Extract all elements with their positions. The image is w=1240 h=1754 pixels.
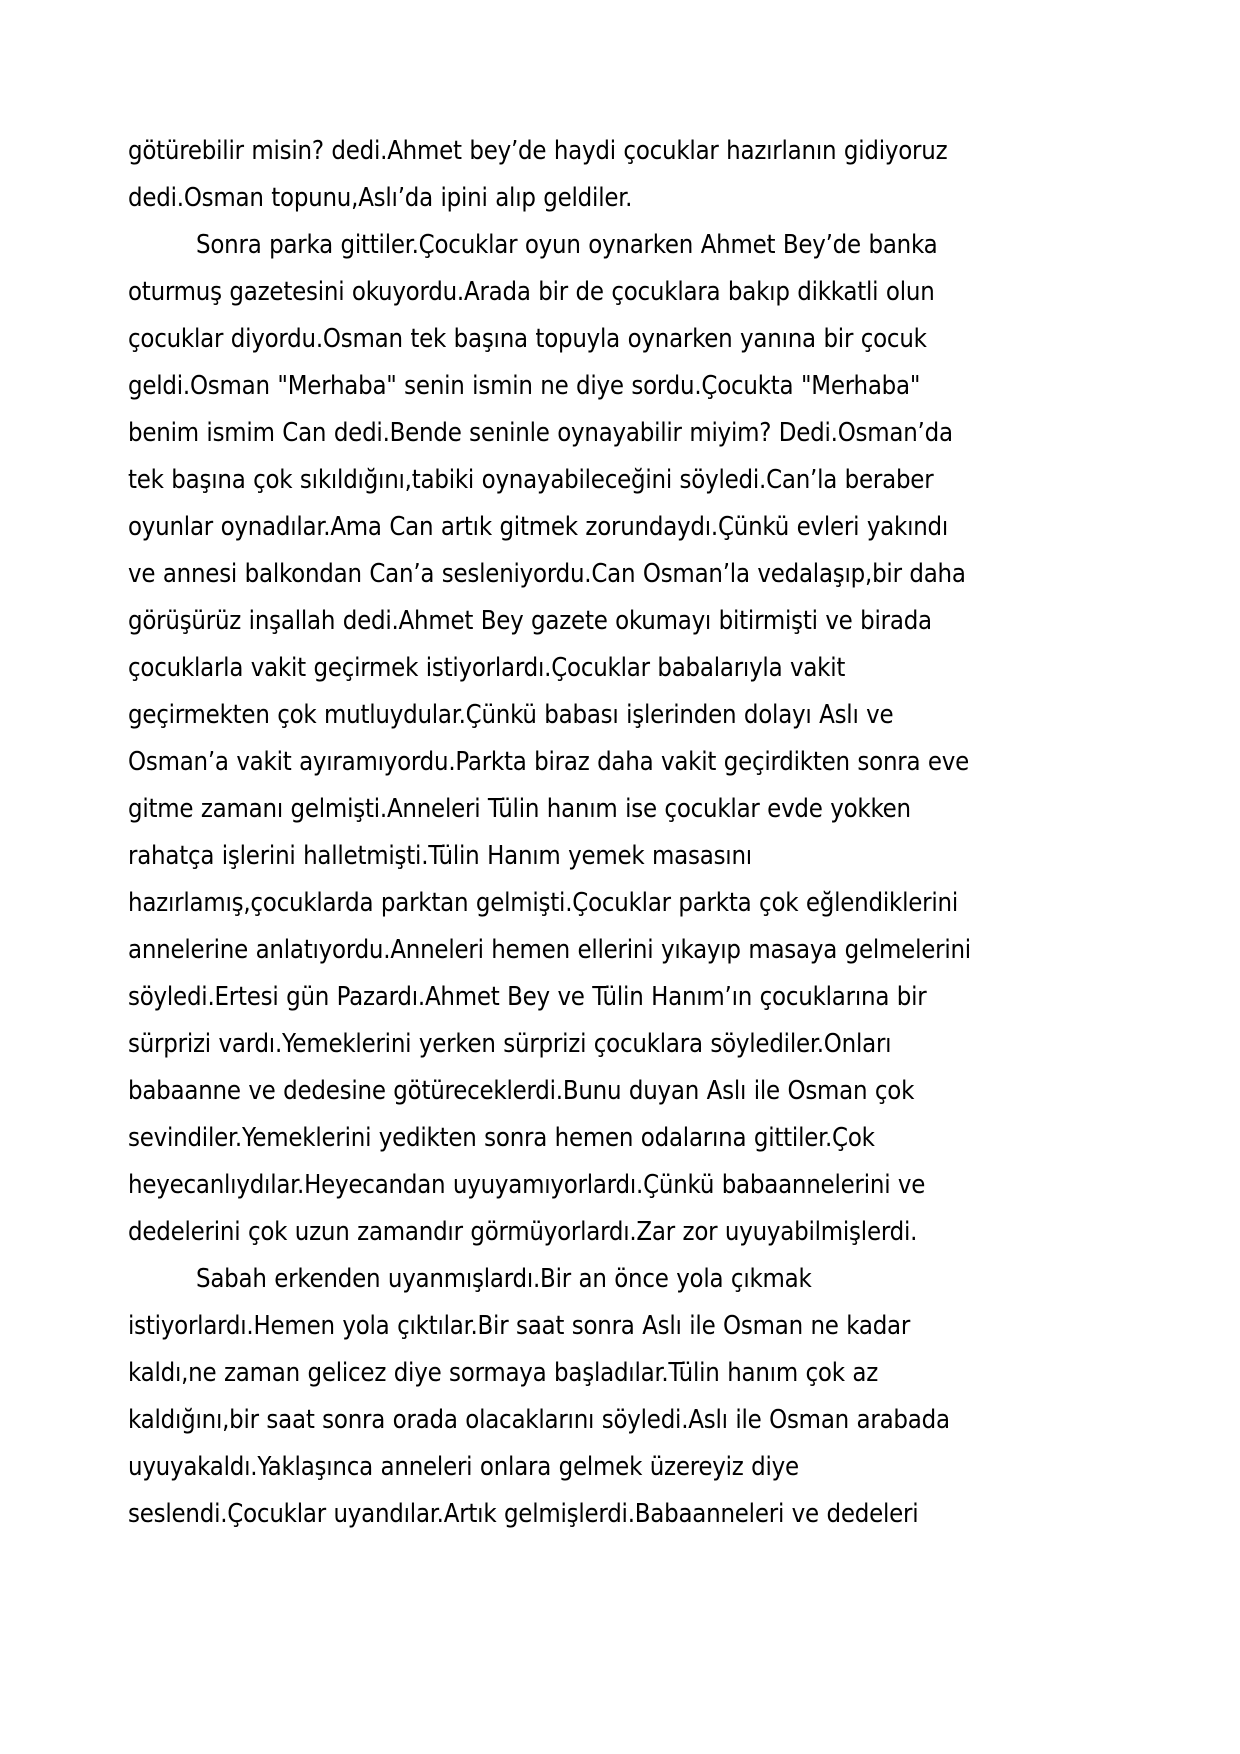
paragraph-park: Sonra parka gittiler.Çocuklar oyun oynarken Ahmet Bey’de banka oturmuş gazetesini okuyordu.Arada bir de çocuklara bakıp dikkatli olun çocuklar diyordu.Osman tek başına topuyla oynarken yanına bir çocuk geldi.Osman "Merhaba" senin ismin ne diye sordu.Çocukta "Merhaba" benim ismim Can dedi.Bende seninle oynayabilir miyim? Dedi.Osman’da tek başına çok sıkıldığını,tabiki oynayabileceğini söyledi.Can’la beraber oyunlar oynadılar.Ama Can artık gitmek zorundaydı.Çünkü evleri yakındı ve annesi balkondan Can’a sesleniyordu.Can Osman’la vedalaşıp,bir daha görüşürüz inşallah dedi.Ahmet Bey gazete okumayı bitirmişti ve birada çocuklarla vakit geçirmek istiyorlardı.Çocuklar babalarıyla vakit geçirmekten çok mutluydular.Çünkü babası işlerinden dolayı Aslı ve Osman’a vakit ayıramıyordu.Parkta biraz daha vakit geçirdikten sonra eve gitme zamanı gelmişti.Anneleri Tülin hanım ise çocuklar evde yokken rahatça işlerini halletmişti.Tülin Hanım yemek masasını hazırlamış,çocuklarda parktan gelmişti.Çocuklar parkta çok eğlendiklerini annelerine anlatıyordu.Anneleri hemen ellerini yıkayıp masaya gelmelerini söyledi.Ertesi gün Pazardı.Ahmet Bey ve Tülin Hanım’ın çocuklarına bir sürprizi vardı.Yemeklerini yerken sürprizi çocuklara söylediler.Onları babaanne ve dedesine götüreceklerdi.Bunu duyan Aslı ile Osman çok sevindiler.Yemeklerini yedikten sonra hemen odalarına gittiler.Çok heyecanlıydılar.Heyecandan uyuyamıyorlardı.Çünkü babaannelerini ve dedelerini çok uzun zamandır görmüyorlardı.Zar zor uyuyabilmişlerdi. — [128, 230, 971, 1247]
paragraph-continuation: götürebilir misin? dedi.Ahmet bey’de haydi çocuklar hazırlanın gidiyoruz dedi.Osman topunu,Aslı’da ipini alıp geldiler. — [128, 136, 948, 213]
document-text-column — [128, 128, 980, 1538]
paragraph-morning: Sabah erkenden uyanmışlardı.Bir an önce yola çıkmak istiyorlardı.Hemen yola çıktılar.Bir saat sonra Aslı ile Osman ne kadar kaldı,ne zaman gelicez diye sormaya başladılar.Tülin hanım çok az kaldığını,bir saat sonra orada olacaklarını söyledi.Aslı ile Osman arabada uyuyakaldı.Yaklaşınca anneleri onlara gelmek üzereyiz diye seslendi.Çocuklar uyandılar.Artık gelmişlerdi.Babaanneleri ve dedeleri — [128, 1264, 950, 1529]
